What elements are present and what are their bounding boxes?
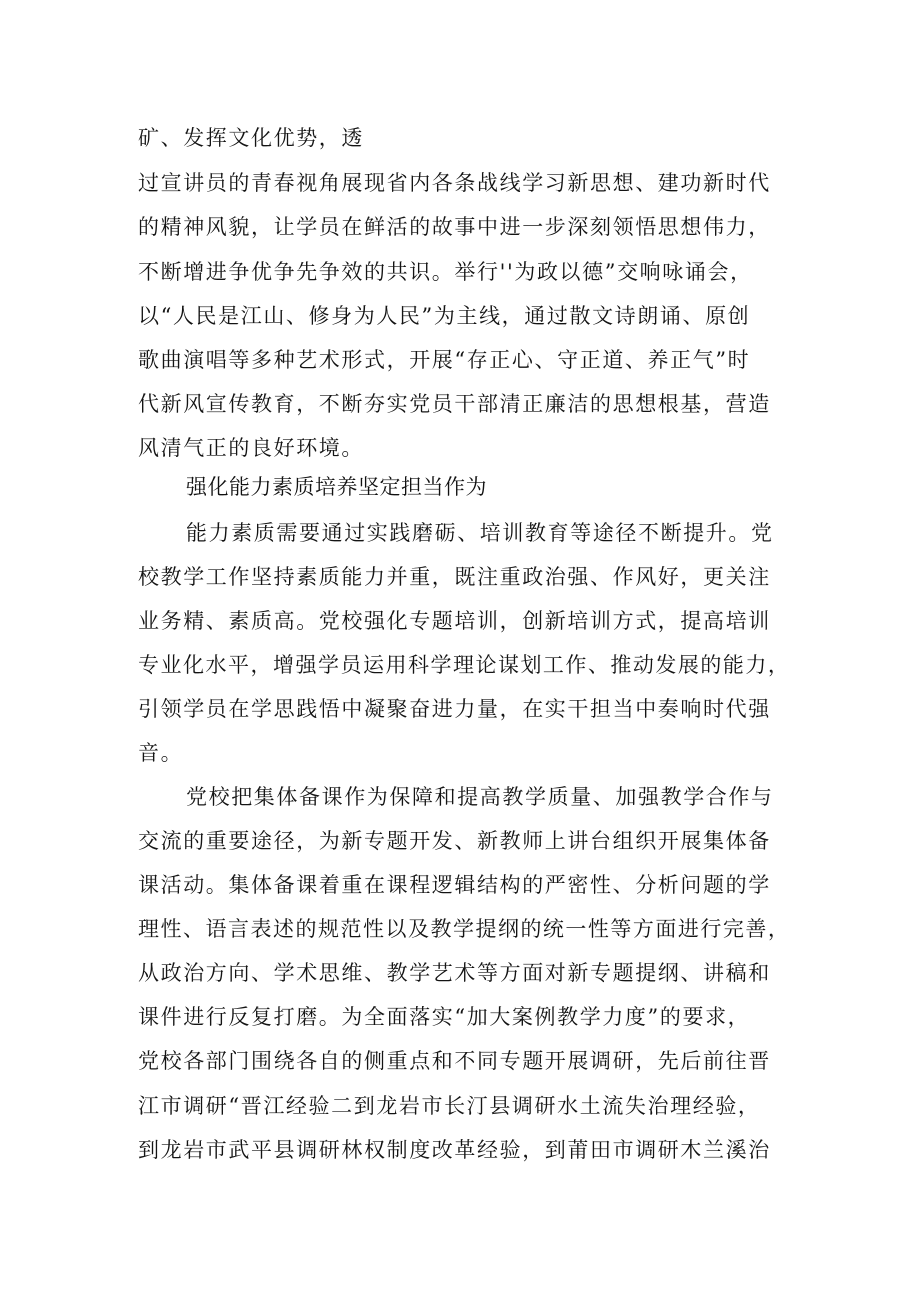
paragraph-line: 江市调研“晋江经验二到龙岩市长汀县调研水土流失治理经验， [138,1094,761,1118]
paragraph-line: 到龙岩市武平县调研林权制度改革经验，到莆田市调研木兰溪治 [138,1138,771,1162]
paragraph-line: 歌曲演唱等多种艺术形式，开展“存正心、守正道、养正气”时 [138,348,751,372]
paragraph-line: 业务精、素质高。党校强化专题培训，创新培训方式，提高培训 [138,609,771,633]
paragraph-line: 理性、语言表述的规范性以及教学提纲的统一性等方面进行完善， [138,917,791,941]
paragraph-line: 能力素质需要通过实践磨砺、培训教育等途径不断提升。党 [186,521,774,545]
paragraph-line: 不断增进争优争先争效的共识。举行''为政以德”交响咏诵会， [138,260,753,284]
paragraph-line: 课件进行反复打磨。为全面落实“加大案例教学力度”的要求， [138,1005,751,1029]
paragraph-line: 矿、发挥文化优势，透 [138,126,364,150]
paragraph-line: 从政治方向、学术思维、教学艺术等方面对新专题提纲、讲稿和 [138,961,771,985]
paragraph-line: 专业化水平，增强学员运用科学理论谋划工作、推动发展的能力， [138,653,791,677]
paragraph-line: 风清气正的良好环境。 [138,436,364,460]
section-heading: 强化能力素质培养坚定担当作为 [186,475,487,499]
paragraph-line: 代新风宣传教育，不断夯实党员干部清正廉洁的思想根基，营造 [138,392,771,416]
paragraph-line: 的精神风貌，让学员在鲜活的故事中进一步深刻领悟思想伟力， [138,215,771,239]
paragraph-line: 音。 [138,741,184,765]
paragraph-line: 过宣讲员的青春视角展现省内各条战线学习新思想、建功新时代 [138,171,771,195]
paragraph-line: 党校各部门围绕各自的侧重点和不同专题开展调研，先后前往晋 [138,1049,771,1073]
paragraph-line: 引领学员在学思践悟中凝聚奋进力量，在实干担当中奏响时代强 [138,697,771,721]
paragraph-line: 校教学工作坚持素质能力并重，既注重政治强、作风好，更关注 [138,565,771,589]
paragraph-line: 以“人民是江山、修身为人民”为主线，通过散文诗朗诵、原创 [138,304,751,328]
paragraph-line: 交流的重要途径，为新专题开发、新教师上讲台组织开展集体备 [138,829,771,853]
paragraph-line: 课活动。集体备课着重在课程逻辑结构的严密性、分析问题的学 [138,873,771,897]
paragraph-line: 党校把集体备课作为保障和提高教学质量、加强教学合作与 [186,785,774,809]
